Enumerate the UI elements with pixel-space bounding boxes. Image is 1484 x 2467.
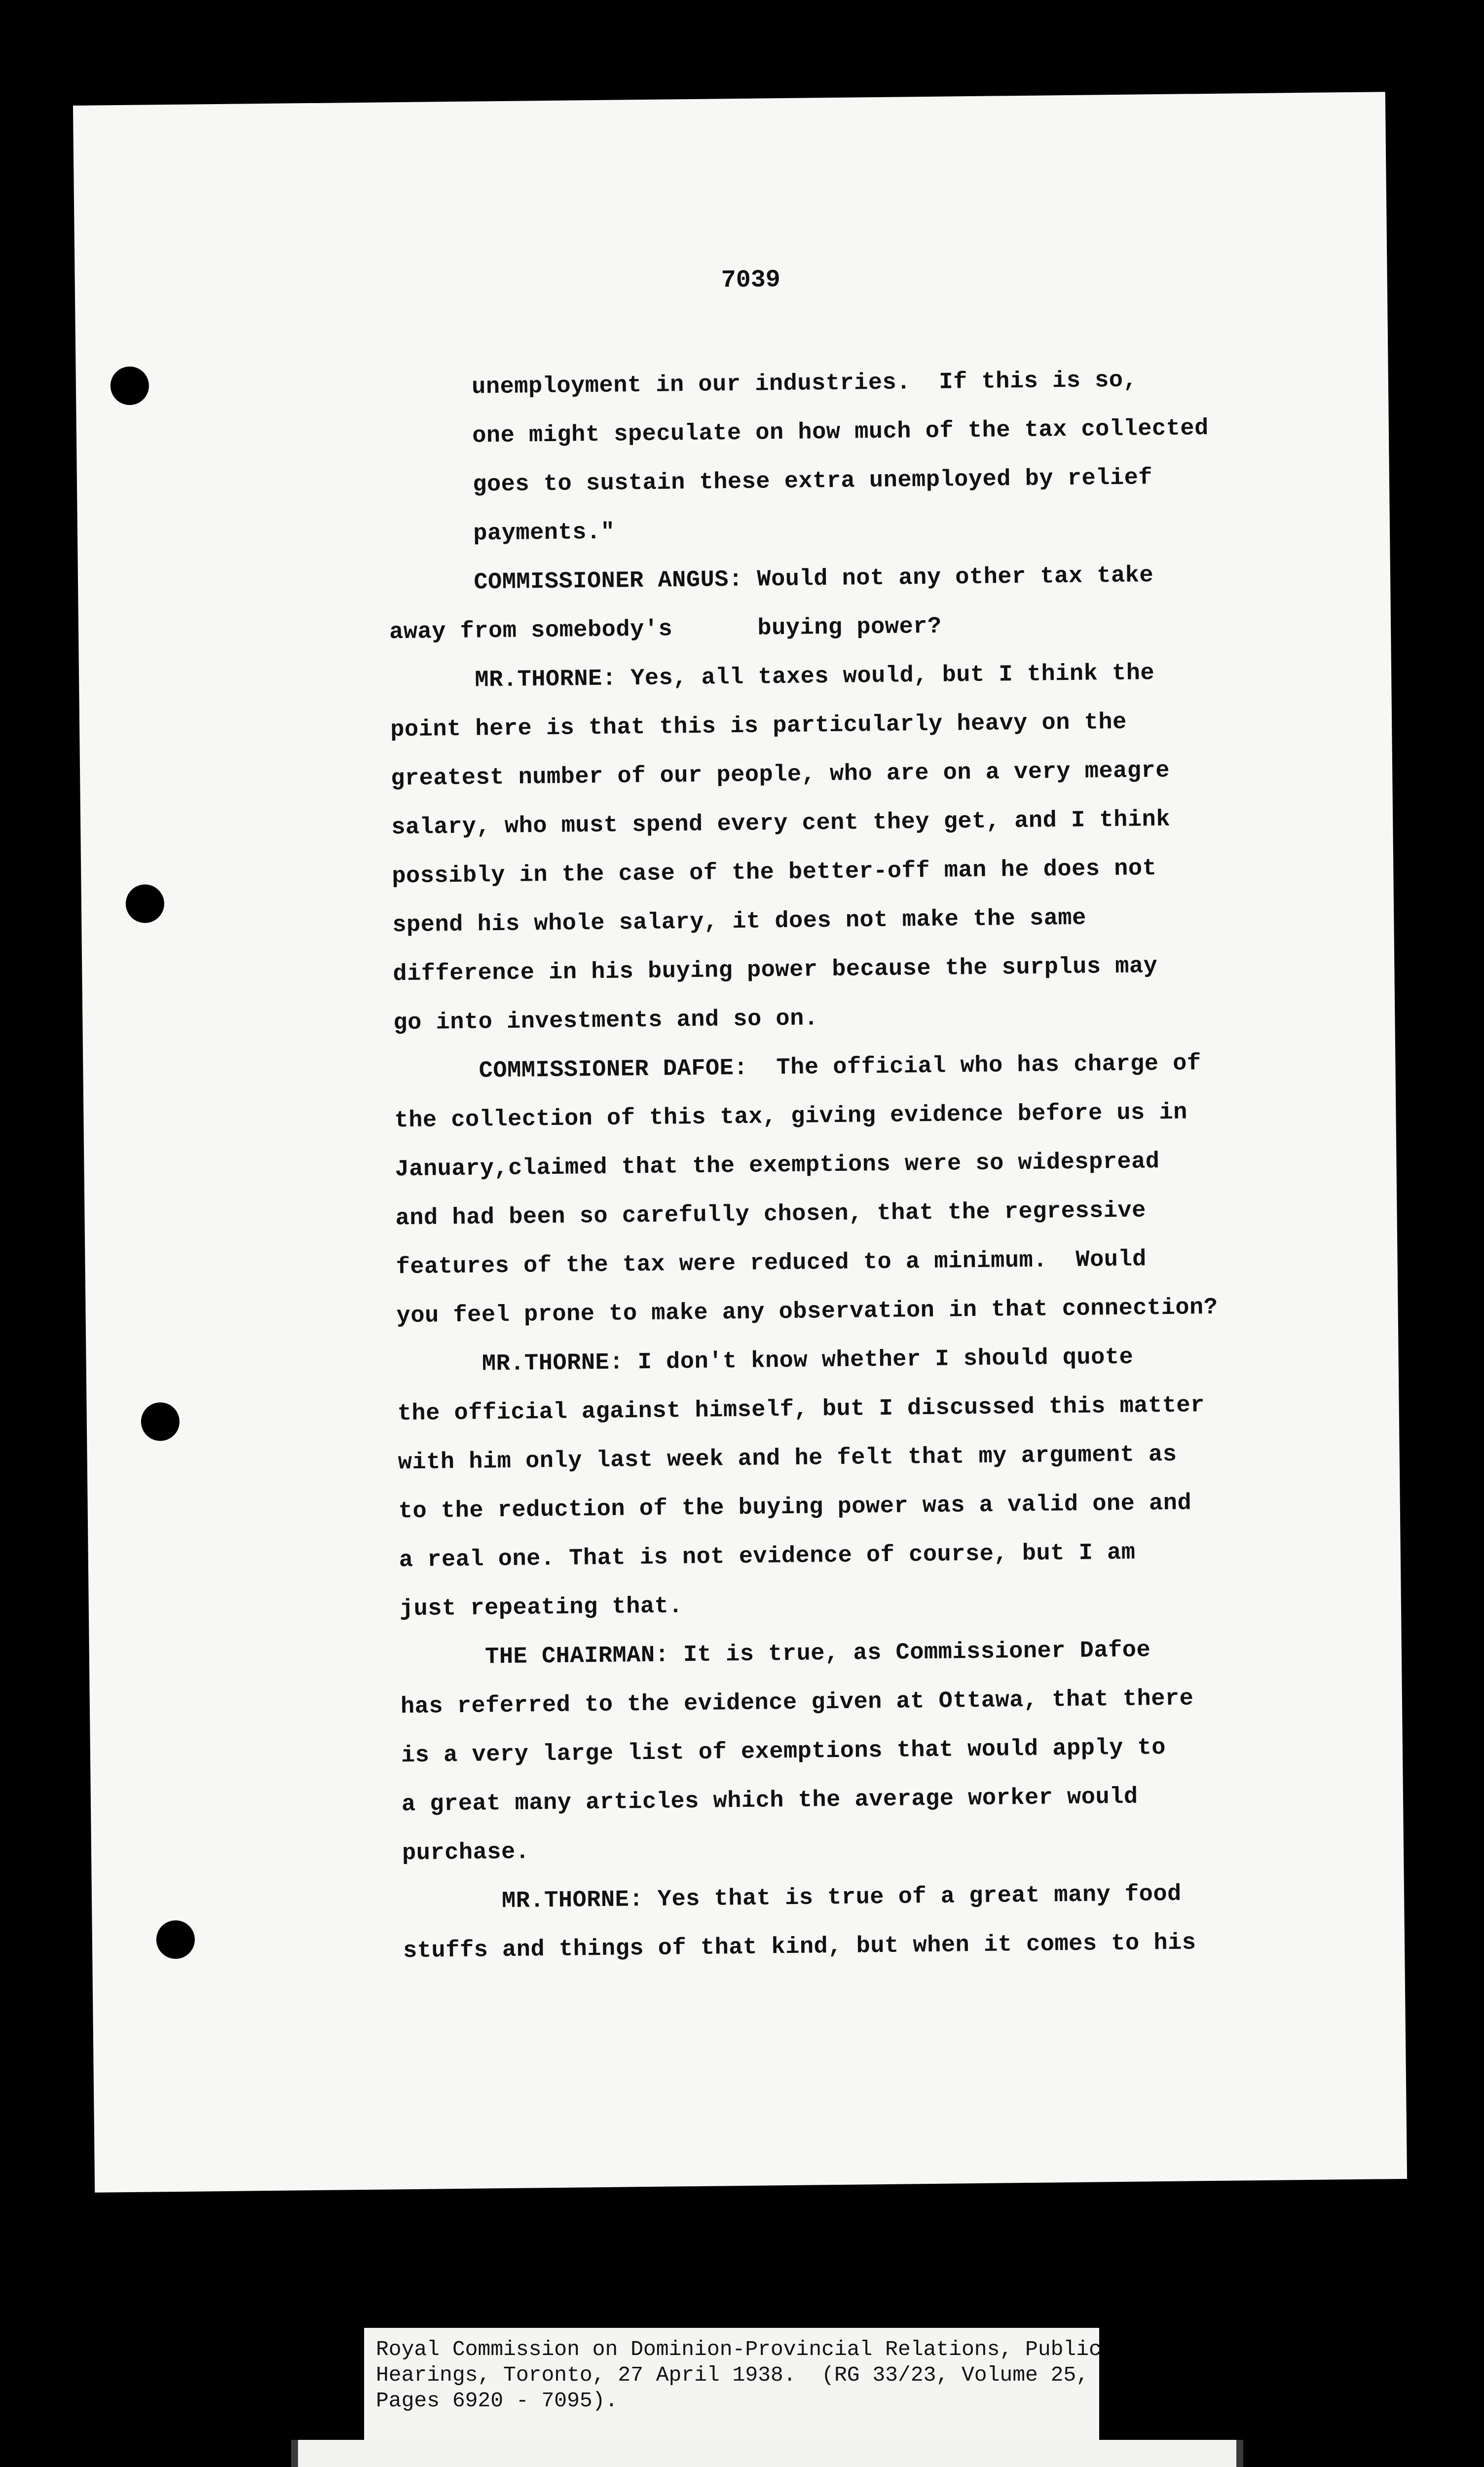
text-line: unemployment in our industries. If this is so, (386, 367, 1138, 402)
text-line: THE CHAIRMAN: It is true, as Commissioner Dafoe (400, 1637, 1151, 1672)
text-line: features of the tax were reduced to a minimum. Would (396, 1246, 1147, 1281)
text-line: one might speculate on how much of the tax collected (387, 415, 1209, 450)
text-line: a great many articles which the average worker would (401, 1784, 1138, 1818)
text-line: COMMISSIONER DAFOE: The official who has charge of (394, 1050, 1201, 1085)
text-line: possibly in the case of the better-off man he does not (392, 856, 1157, 890)
text-line: MR.THORNE: I don't know whether I should quote (397, 1344, 1134, 1379)
text-line: with him only last week and he felt that my argument as (398, 1441, 1177, 1476)
text-line: a real one. That is not evidence of course, but I am (399, 1539, 1136, 1574)
text-line: and had been so carefully chosen, that the regressive (395, 1197, 1147, 1232)
text-line: goes to sustain these extra unemployed by relief (387, 465, 1153, 499)
archives-card (291, 2440, 1243, 2467)
page-number: 7039 (721, 266, 781, 295)
text-line: you feel prone to make any observation in that connection? (396, 1294, 1218, 1330)
text-line: go into investments and so on. (393, 1006, 818, 1037)
text-line: COMMISSIONER ANGUS: Would not any other tax take (388, 562, 1154, 597)
text-line: purchase. (402, 1839, 530, 1867)
document-page (73, 92, 1407, 2193)
caption-line: Pages 6920 - 7095). (376, 2389, 618, 2413)
text-line: stuffs and things of that kind, but when it comes to his (403, 1930, 1196, 1965)
transcript-text (386, 354, 1331, 1976)
text-line: spend his whole salary, it does not make the same (392, 905, 1087, 939)
text-line: to the reduction of the buying power was a valid one and (398, 1490, 1192, 1525)
text-line: difference in his buying power because the surplus may (393, 953, 1158, 988)
punch-hole (141, 1402, 180, 1441)
caption-line: Hearings, Toronto, 27 April 1938. (RG 33/23, Volume 25, (376, 2363, 1089, 2387)
text-line: January,claimed that the exemptions were so widespread (395, 1149, 1160, 1183)
text-line: away from somebody's buying power? (389, 613, 942, 646)
text-line: the official against himself, but I discussed this matter (397, 1392, 1205, 1427)
text-line: MR.THORNE: Yes, all taxes would, but I think the (389, 660, 1155, 695)
punch-hole (125, 884, 164, 923)
caption-line: Royal Commission on Dominion-Provincial Relations, Public (376, 2337, 1102, 2361)
text-line: the collection of this tax, giving evidence before us in (394, 1099, 1188, 1134)
text-line: MR.THORNE: Yes that is true of a great many food (402, 1881, 1182, 1916)
source-caption (364, 2328, 1102, 2441)
text-line: payments." (388, 519, 615, 548)
text-line: greatest number of our people, who are on a very meagre (390, 757, 1170, 792)
punch-hole (156, 1920, 195, 1959)
punch-hole (110, 366, 149, 405)
text-line: point here is that this is particularly heavy on the (390, 709, 1127, 744)
text-line: just repeating that. (399, 1593, 683, 1623)
text-line: salary, who must spend every cent they get, and I think (391, 806, 1171, 841)
text-line: is a very large list of exemptions that would apply to (401, 1735, 1166, 1769)
text-line: has referred to the evidence given at Ottawa, that there (400, 1685, 1194, 1720)
